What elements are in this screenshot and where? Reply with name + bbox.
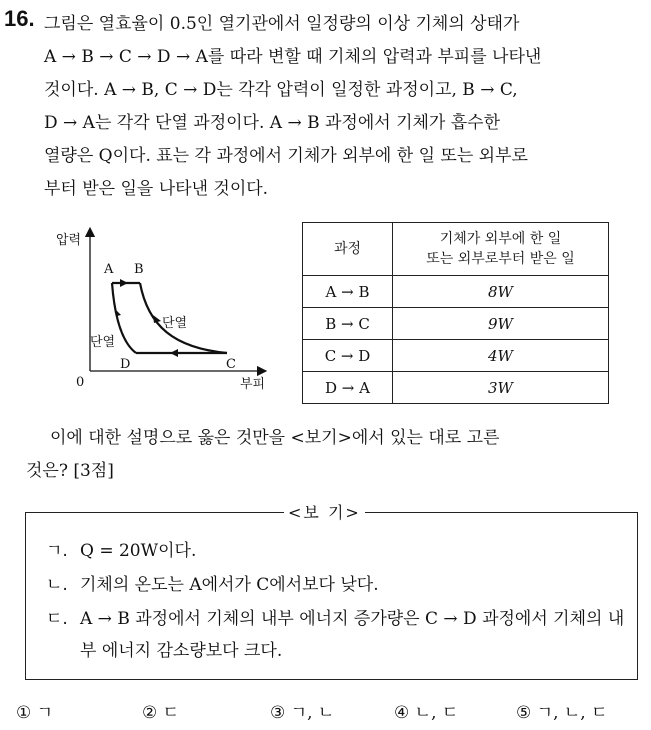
prompt-line2: 것은? [3점] xyxy=(26,461,114,481)
choice-number: ① xyxy=(16,703,32,723)
question-number: 16. xyxy=(4,6,35,31)
prompt-line1: 이에 대한 설명으로 옳은 것만을 <보기>에서 있는 대로 고른 xyxy=(50,428,500,448)
stem-line: 부터 받은 일을 나타낸 것이다. xyxy=(44,179,269,199)
origin-label: 0 xyxy=(76,375,85,390)
choice-text: ㄱ, ㄴ, ㄷ xyxy=(536,703,608,723)
header-work xyxy=(393,223,609,276)
adiabatic-bc-label: 단열 xyxy=(162,316,188,331)
process-cell: C → D xyxy=(303,340,393,372)
table-row xyxy=(303,340,609,372)
bogi-box xyxy=(25,503,638,680)
choice-number: ④ xyxy=(394,703,410,723)
bogi-item-mark: ㄷ. xyxy=(46,609,68,629)
bogi-item xyxy=(46,569,628,601)
stem-line: 것이다. A → B, C → D는 각각 압력이 일정한 과정이고, B → C, xyxy=(44,80,518,100)
adiabatic-da-label: 단열 xyxy=(90,335,116,350)
choice-text: ㄱ, ㄴ xyxy=(290,703,335,723)
stem-line: A → B → C → D → A를 따라 변할 때 기체의 압력과 부피를 나타낸 xyxy=(44,47,542,67)
process-cd-arrow xyxy=(170,349,178,357)
header-work-line1: 기체가 외부에 한 일 xyxy=(439,231,562,247)
process-da-curve xyxy=(112,283,136,353)
answer-choice-3[interactable] xyxy=(270,698,334,723)
table-row xyxy=(303,308,609,340)
pv-graph xyxy=(50,226,280,396)
answer-choice-2[interactable] xyxy=(142,698,179,723)
table-row xyxy=(303,372,609,404)
work-table xyxy=(302,222,609,404)
answer-choices xyxy=(16,694,646,726)
bogi-item-text: A → B 과정에서 기체의 내부 에너지 증가량은 C → D 과정에서 기체의 내부 에너지 감소량보다 크다. xyxy=(80,609,625,661)
work-cell: 3W xyxy=(393,372,609,404)
process-bc-arrow xyxy=(153,315,161,323)
x-axis-label: 부피 xyxy=(240,377,266,392)
bogi-item-mark: ㄴ. xyxy=(46,575,68,595)
stem-line: 그림은 열효율이 0.5인 열기관에서 일정량의 이상 기체의 상태가 xyxy=(44,14,520,34)
answer-choice-1[interactable] xyxy=(16,698,53,723)
table-row xyxy=(303,276,609,308)
process-cell: D → A xyxy=(303,372,393,404)
header-process: 과정 xyxy=(303,223,393,276)
choice-number: ⑤ xyxy=(516,703,532,723)
bogi-item xyxy=(46,603,628,667)
bogi-item-text: Q = 20W이다. xyxy=(80,541,197,561)
work-cell: 9W xyxy=(393,308,609,340)
table-header-row xyxy=(303,223,609,276)
choice-text: ㄷ xyxy=(162,703,180,723)
answer-choice-4[interactable] xyxy=(394,698,458,723)
choice-number: ③ xyxy=(270,703,286,723)
point-c-label: C xyxy=(226,357,236,372)
bogi-title: <보 기> xyxy=(284,500,365,523)
choice-text: ㄱ xyxy=(36,703,54,723)
process-cell: A → B xyxy=(303,276,393,308)
choice-number: ② xyxy=(142,703,158,723)
stem-line: 열량은 Q이다. 표는 각 과정에서 기체가 외부에 한 일 또는 외부로 xyxy=(44,146,528,166)
y-axis-label: 압력 xyxy=(56,233,82,248)
point-a-label: A xyxy=(104,262,114,277)
choice-text: ㄴ, ㄷ xyxy=(414,703,459,723)
bogi-item-text: 기체의 온도는 A에서가 C에서보다 낮다. xyxy=(80,575,379,595)
answer-choice-5[interactable] xyxy=(516,698,608,723)
work-cell: 8W xyxy=(393,276,609,308)
point-d-label: D xyxy=(120,357,131,372)
process-ab-arrow xyxy=(120,279,128,287)
bogi-item-mark: ㄱ. xyxy=(46,541,68,561)
bogi-item xyxy=(46,535,628,567)
pv-graph-svg xyxy=(50,226,280,396)
header-work-line2: 또는 외부로부터 받은 일 xyxy=(426,251,575,267)
process-cell: B → C xyxy=(303,308,393,340)
work-cell: 4W xyxy=(393,340,609,372)
question-prompt xyxy=(26,422,642,488)
question-stem xyxy=(44,8,644,206)
stem-line: D → A는 각각 단열 과정이다. A → B 과정에서 기체가 흡수한 xyxy=(44,113,501,133)
point-b-label: B xyxy=(134,262,144,277)
